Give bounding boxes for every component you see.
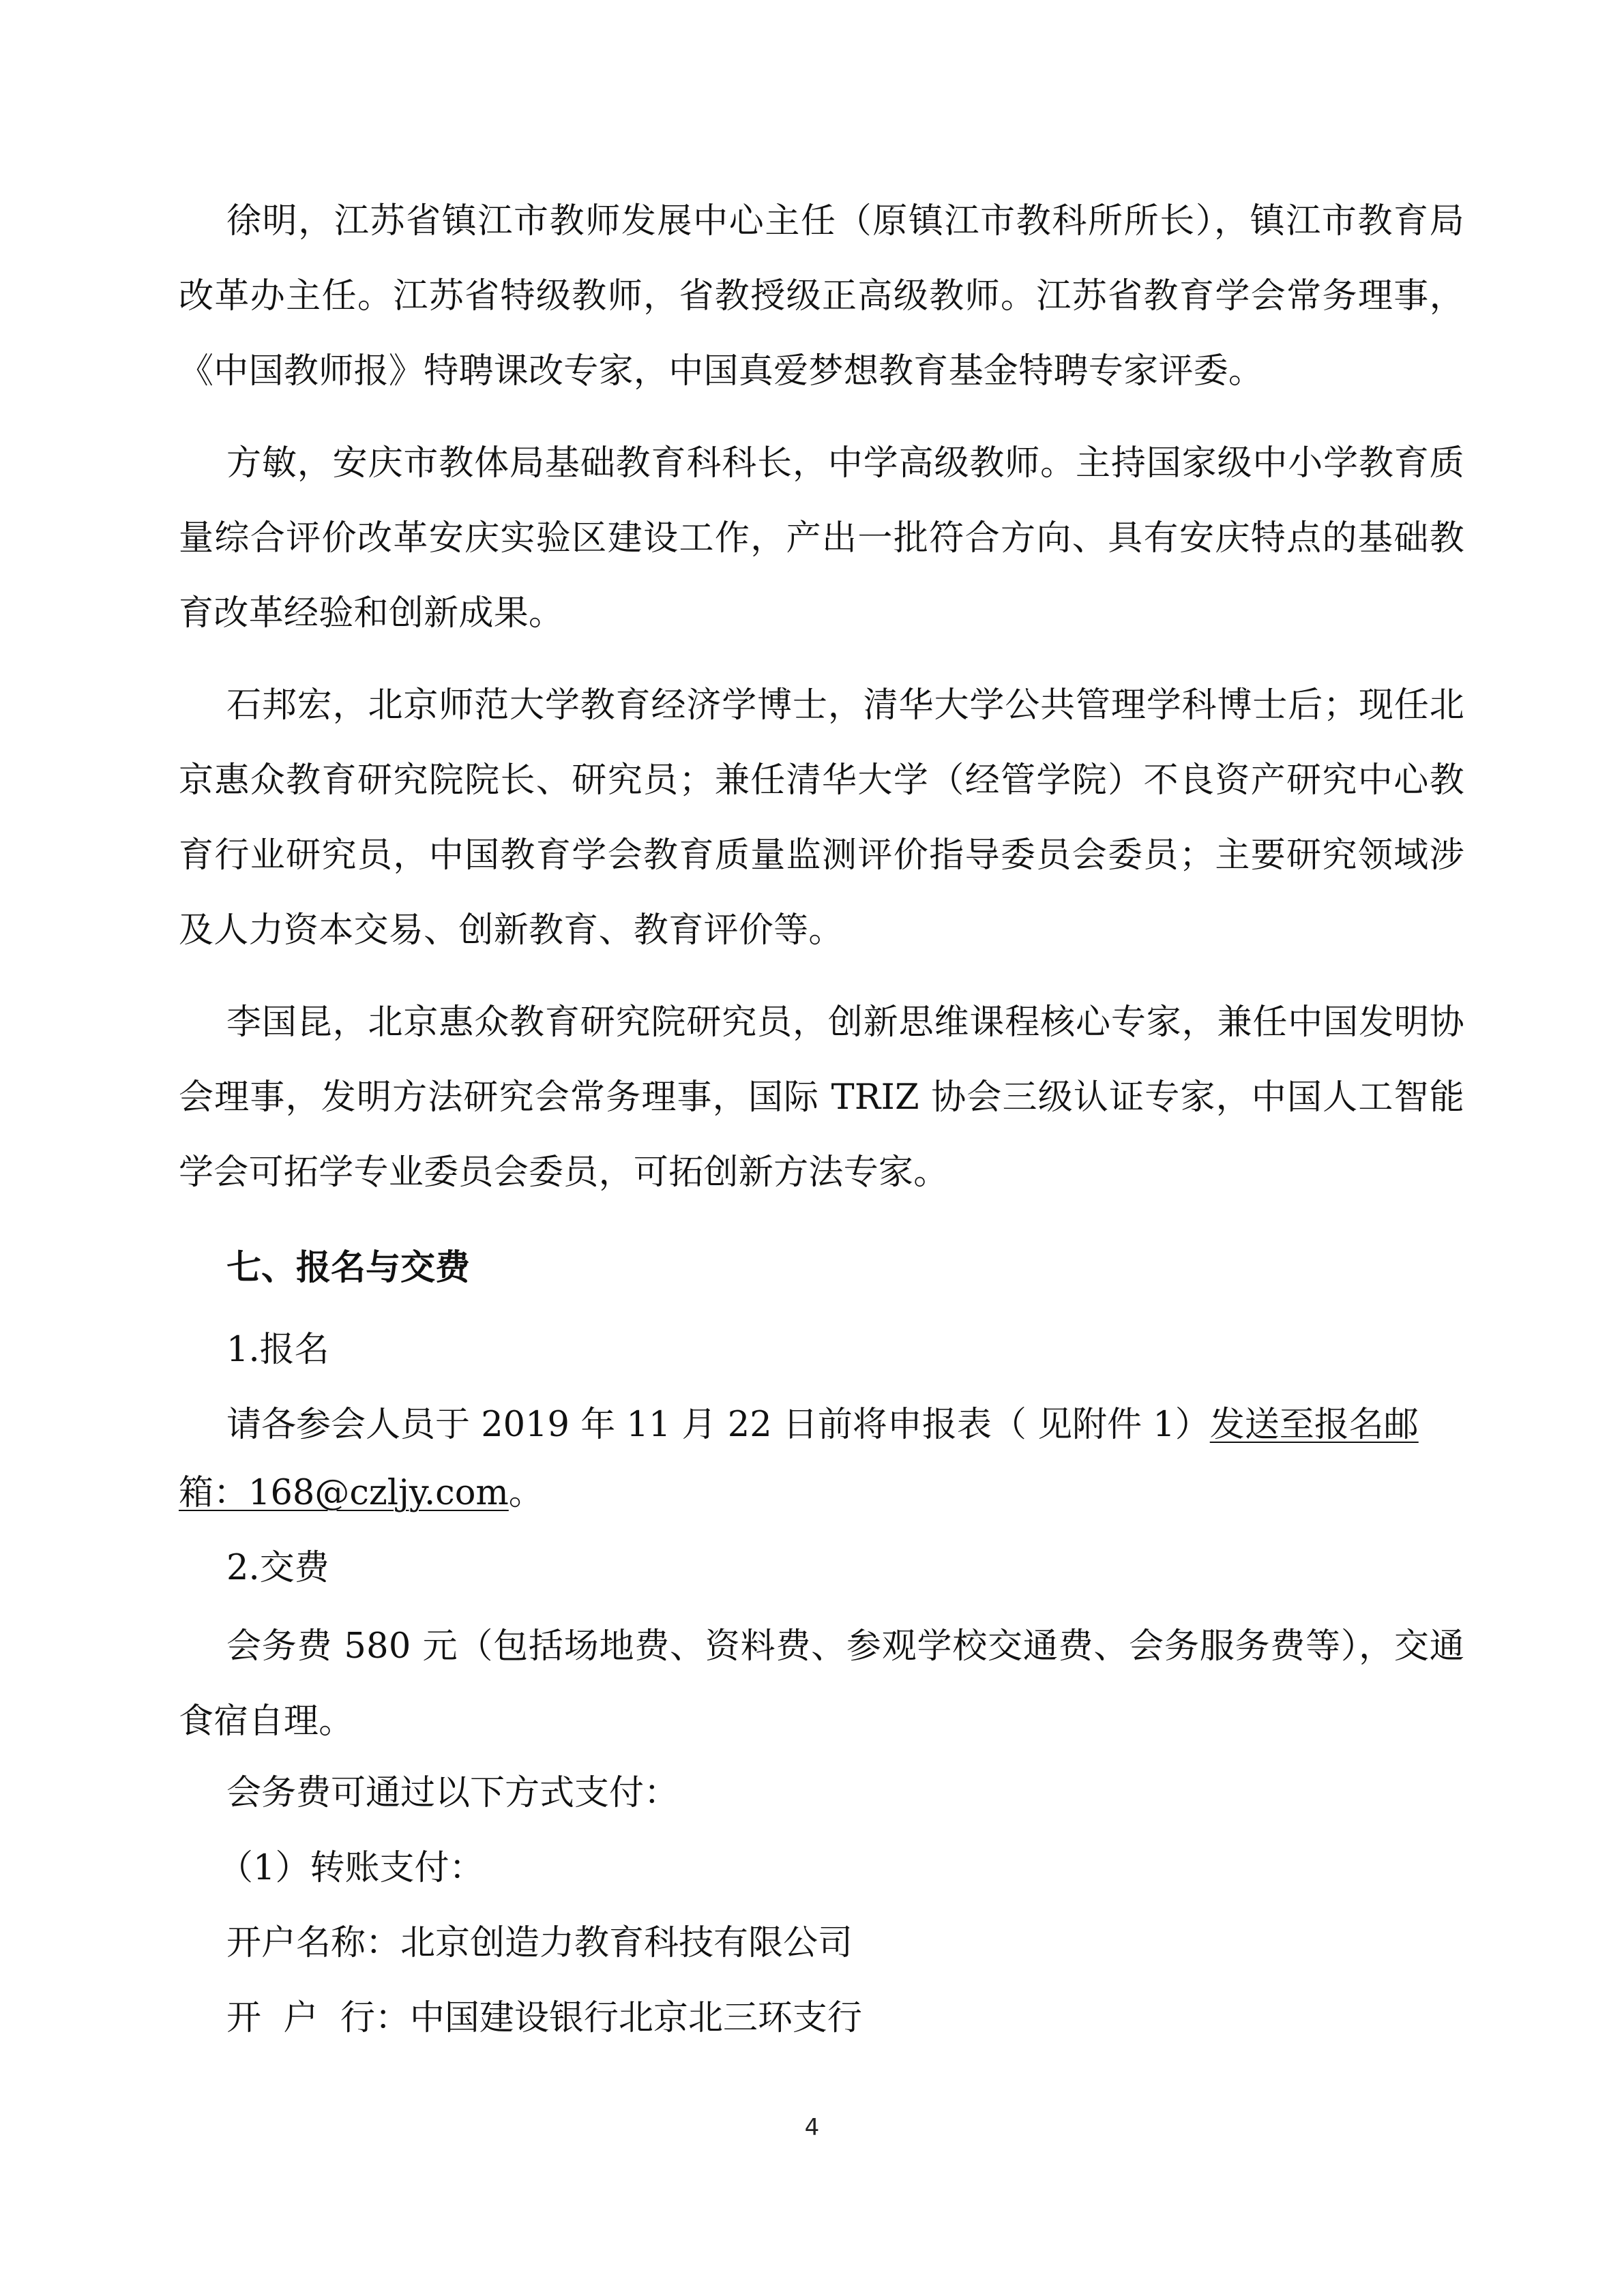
registration-email-link-start[interactable]: 发送至报名邮 (1209, 1405, 1419, 1445)
account-name: 开户名称：北京创造力教育科技有限公司 (226, 1923, 853, 1963)
fee-text: 会务费 580 元（包括场地费、资料费、参观学校交通费、会务服务费等），交通食宿自理。 (179, 1626, 1464, 1742)
fee-heading: 2.交费 (226, 1548, 329, 1588)
registration-email-link[interactable]: 箱：168@czljy.com (179, 1473, 509, 1513)
registration-heading: 1.报名 (226, 1330, 329, 1370)
registration-text-line2 (179, 1473, 544, 1514)
bank-name: 开 户 行：中国建设银行北京北三环支行 (226, 1998, 862, 2038)
bio-xu-ming: 徐明，江苏省镇江市教师发展中心主任（原镇江市教科所所长），镇江市教育局改革办主任。江苏省特级教师，省教授级正高级教师。江苏省教育学会常务理事，《中国教师报》特聘课改专家，中国真爱梦想教育基金特聘专家评委。 (179, 201, 1464, 391)
bio-li-guokun: 李国昆，北京惠众教育研究院研究员，创新思维课程核心专家，兼任中国发明协会理事，发明方法研究会常务理事，国际 TRIZ 协会三级认证专家，中国人工智能学会可拓学专业委员会委员，可拓创新方法专家。 (179, 1002, 1464, 1193)
bio-fang-min: 方敏，安庆市教体局基础教育科科长，中学高级教师。主持国家级中小学教育质量综合评价改革安庆实验区建设工作，产出一批符合方向、具有安庆特点的基础教育改革经验和创新成果。 (179, 443, 1464, 633)
registration-text-end: 。 (508, 1473, 544, 1513)
payment-intro: 会务费可通过以下方式支付： (226, 1773, 679, 1813)
page-number: 4 (804, 2114, 820, 2141)
registration-text-lead: 请各参会人员于 2019 年 11 月 22 日前将申报表（ 见附件 1） (226, 1405, 1210, 1445)
registration-text-line1 (226, 1405, 1419, 1446)
section-title: 七、报名与交费 (226, 1248, 471, 1288)
transfer-heading: （1）转账支付： (218, 1848, 484, 1888)
bio-shi-banghong: 石邦宏，北京师范大学教育经济学博士，清华大学公共管理学科博士后；现任北京惠众教育研究院院长、研究员；兼任清华大学（经管学院）不良资产研究中心教育行业研究员，中国教育学会教育质量监测评价指导委员会委员；主要研究领域涉及人力资本交易、创新教育、教育评价等。 (179, 685, 1464, 951)
